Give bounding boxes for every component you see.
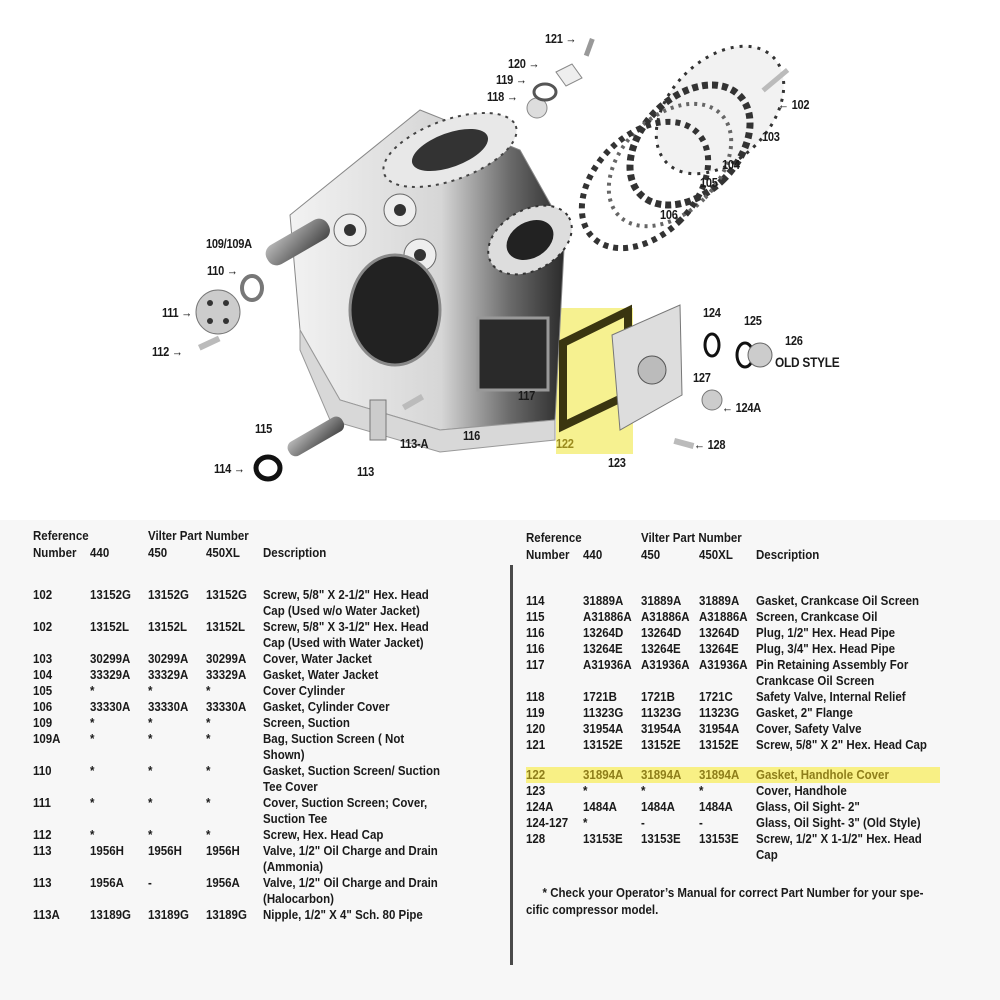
part-450xl-cell: A31936A bbox=[698, 658, 748, 672]
description-cell-continued: (Halocarbon) bbox=[263, 892, 334, 906]
description-cell: Screen, Suction bbox=[263, 716, 350, 730]
table-row bbox=[526, 721, 940, 737]
callout-121: 121 → bbox=[545, 31, 577, 46]
description-cell: Safety Valve, Internal Relief bbox=[756, 690, 906, 704]
part-440-cell: 1484A bbox=[583, 800, 617, 814]
header-450: 450 bbox=[641, 548, 661, 562]
part-450-cell: 31889A bbox=[641, 594, 682, 608]
part-450xl-cell: A31886A bbox=[698, 610, 748, 624]
callout-123: 123 bbox=[608, 455, 626, 470]
header-450xl: 450XL bbox=[205, 546, 240, 560]
description-cell: Screen, Crankcase Oil bbox=[756, 610, 878, 624]
reference-cell: 121 bbox=[526, 738, 546, 752]
callout-109-109a: 109/109A bbox=[206, 236, 252, 251]
description-cell: Cover, Suction Screen; Cover, bbox=[263, 796, 428, 810]
part-440-cell: 1721B bbox=[583, 690, 617, 704]
part-450-cell: A31936A bbox=[641, 658, 690, 672]
part-450-cell: * bbox=[148, 732, 153, 746]
description-cell-continued: Cap (Used with Water Jacket) bbox=[263, 636, 424, 650]
part-440-cell: 1956A bbox=[90, 876, 124, 890]
table-row bbox=[33, 715, 465, 731]
description-cell: Plug, 1/2" Hex. Head Pipe bbox=[756, 626, 896, 640]
header-number: Number bbox=[526, 548, 570, 562]
part-450-cell: 13264E bbox=[641, 642, 681, 656]
part-450-cell: * bbox=[148, 684, 153, 698]
description-cell: Valve, 1/2" Oil Charge and Drain bbox=[263, 844, 438, 858]
reference-cell: 110 bbox=[33, 764, 52, 778]
reference-cell: 122 bbox=[526, 768, 546, 782]
table-body bbox=[33, 582, 503, 923]
table-row bbox=[33, 699, 465, 715]
callout-112: 112 → bbox=[152, 344, 183, 359]
part-440-cell: 33329A bbox=[90, 668, 131, 682]
reference-cell: 116 bbox=[526, 642, 545, 656]
part-440-cell: 31954A bbox=[583, 722, 624, 736]
description-cell-continued: Shown) bbox=[263, 748, 305, 762]
description-cell: Glass, Oil Sight- 2" bbox=[756, 800, 860, 814]
part-440-cell: 13153E bbox=[583, 832, 623, 846]
part-440-cell: A31936A bbox=[583, 658, 632, 672]
header-reference: Reference bbox=[33, 529, 89, 543]
part-450-cell: - bbox=[148, 876, 152, 890]
part-450-cell: 31894A bbox=[641, 768, 682, 782]
callout-103: 103 bbox=[762, 129, 780, 144]
part-440-cell: 13264D bbox=[583, 626, 624, 640]
description-cell: Gasket, Handhole Cover bbox=[756, 768, 889, 782]
table-row bbox=[33, 875, 465, 907]
callout-118: 118 → bbox=[487, 89, 518, 104]
part-450-cell: - bbox=[641, 816, 645, 830]
part-440-cell: 31889A bbox=[583, 594, 624, 608]
part-450xl-cell: 13152E bbox=[698, 738, 739, 752]
description-cell-continued: (Ammonia) bbox=[263, 860, 324, 874]
table-row bbox=[526, 815, 940, 831]
parts-table-right bbox=[526, 530, 976, 919]
description-cell: Nipple, 1/2" X 4" Sch. 80 Pipe bbox=[263, 908, 423, 922]
description-cell: Screw, 5/8" X 2" Hex. Head Cap bbox=[756, 738, 927, 752]
table-row bbox=[33, 763, 465, 795]
callout-104: 104 bbox=[722, 157, 740, 172]
reference-cell: 113 bbox=[33, 876, 52, 890]
header-vilter-part-number: Vilter Part Number bbox=[148, 529, 249, 543]
description-cell: Pin Retaining Assembly For bbox=[756, 658, 909, 672]
reference-cell: 109 bbox=[33, 716, 53, 730]
part-450xl-cell: 13152L bbox=[205, 620, 245, 634]
description-cell: Cover, Handhole bbox=[756, 784, 847, 798]
part-450-cell: 13152G bbox=[148, 588, 189, 602]
part-440-cell: * bbox=[90, 764, 95, 778]
part-440-cell: * bbox=[583, 816, 588, 830]
reference-cell: 114 bbox=[526, 594, 545, 608]
description-cell-continued: Suction Tee bbox=[263, 812, 328, 826]
part-450xl-cell: 1484A bbox=[698, 800, 733, 814]
table-row bbox=[526, 783, 940, 799]
part-440-cell: 13152L bbox=[90, 620, 130, 634]
description-cell: Cover Cylinder bbox=[263, 684, 345, 698]
table-row bbox=[526, 609, 940, 625]
table-row bbox=[526, 831, 940, 863]
part-450-cell: 1956H bbox=[148, 844, 182, 858]
reference-cell: 117 bbox=[526, 658, 545, 672]
part-440-cell: * bbox=[583, 784, 588, 798]
description-cell: Screw, 5/8" X 2-1/2" Hex. Head bbox=[263, 588, 429, 602]
part-440-cell: 11323G bbox=[583, 706, 624, 720]
part-440-cell: 31894A bbox=[583, 768, 624, 782]
part-450xl-cell: 1956H bbox=[205, 844, 240, 858]
description-cell: Gasket, Suction Screen/ Suction bbox=[263, 764, 441, 778]
reference-cell: 118 bbox=[526, 690, 545, 704]
part-440-cell: * bbox=[90, 732, 95, 746]
description-cell: Glass, Oil Sight- 3" (Old Style) bbox=[756, 816, 921, 830]
callout-125: 125 bbox=[744, 313, 762, 328]
part-450xl-cell: 33330A bbox=[205, 700, 247, 714]
part-450xl-cell: 13264D bbox=[698, 626, 740, 640]
table-row bbox=[33, 795, 465, 827]
part-450xl-cell: 1956A bbox=[205, 876, 240, 890]
table-row bbox=[526, 625, 940, 641]
part-450xl-cell: 33329A bbox=[205, 668, 247, 682]
description-cell: Screw, 1/2" X 1-1/2" Hex. Head bbox=[756, 832, 922, 846]
part-440-cell: * bbox=[90, 684, 95, 698]
part-450xl-cell: * bbox=[205, 684, 211, 698]
reference-cell: 116 bbox=[526, 626, 545, 640]
reference-cell: 119 bbox=[526, 706, 545, 720]
table-row bbox=[33, 651, 465, 667]
reference-cell: 106 bbox=[33, 700, 53, 714]
part-450xl-cell: 13153E bbox=[698, 832, 739, 846]
description-cell: Gasket, Water Jacket bbox=[263, 668, 379, 682]
part-440-cell: 13264E bbox=[583, 642, 623, 656]
table-row bbox=[526, 705, 940, 721]
part-450-cell: 13152E bbox=[641, 738, 681, 752]
description-cell: Screw, 5/8" X 3-1/2" Hex. Head bbox=[263, 620, 429, 634]
part-440-cell: 13152E bbox=[583, 738, 623, 752]
description-cell: Screw, Hex. Head Cap bbox=[263, 828, 384, 842]
reference-cell: 123 bbox=[526, 784, 546, 798]
reference-cell: 112 bbox=[33, 828, 52, 842]
part-440-cell: 30299A bbox=[90, 652, 131, 666]
callout-105: 105 bbox=[700, 175, 718, 190]
reference-cell: 109A bbox=[33, 732, 61, 746]
part-450xl-cell: * bbox=[205, 732, 211, 746]
reference-cell: 124A bbox=[526, 800, 554, 814]
reference-cell: 105 bbox=[33, 684, 53, 698]
header-440: 440 bbox=[90, 546, 110, 560]
table-row bbox=[526, 641, 940, 657]
callout-114: 114 → bbox=[214, 461, 245, 476]
part-440-cell: 33330A bbox=[90, 700, 131, 714]
table-row bbox=[33, 587, 465, 619]
part-440-cell: A31886A bbox=[583, 610, 632, 624]
header-number: Number bbox=[33, 546, 77, 560]
part-450-cell: 1484A bbox=[641, 800, 675, 814]
part-450xl-cell: * bbox=[205, 828, 211, 842]
part-450-cell: 33329A bbox=[148, 668, 189, 682]
callout-old-style: OLD STYLE bbox=[775, 354, 840, 370]
description-cell: Gasket, 2" Flange bbox=[756, 706, 853, 720]
callout-128: ← 128 bbox=[694, 437, 726, 452]
part-440-cell: * bbox=[90, 828, 95, 842]
header-440: 440 bbox=[583, 548, 603, 562]
table-header bbox=[33, 528, 465, 582]
reference-cell: 124-127 bbox=[526, 816, 569, 830]
header-description: Description bbox=[263, 546, 327, 560]
part-440-cell: 1956H bbox=[90, 844, 124, 858]
part-450xl-cell: 31954A bbox=[698, 722, 740, 736]
part-450-cell: 31954A bbox=[641, 722, 682, 736]
reference-cell: 103 bbox=[33, 652, 53, 666]
reference-cell: 102 bbox=[33, 620, 53, 634]
callout-102: ← 102 bbox=[778, 97, 810, 112]
callout-124: 124 bbox=[703, 305, 721, 320]
reference-cell: 111 bbox=[33, 796, 51, 810]
table-row bbox=[33, 827, 465, 843]
header-reference: Reference bbox=[526, 531, 582, 545]
part-450-cell: 13152L bbox=[148, 620, 188, 634]
callout-113a: 113-A bbox=[400, 436, 429, 451]
callout-126: 126 bbox=[785, 333, 803, 348]
part-440-cell: 13152G bbox=[90, 588, 131, 602]
column-divider bbox=[510, 565, 513, 965]
callout-113: 113 bbox=[357, 464, 375, 479]
table-row bbox=[33, 667, 465, 683]
table-row bbox=[526, 657, 940, 689]
description-cell-continued: Cap bbox=[756, 848, 778, 862]
part-450xl-cell: * bbox=[205, 796, 211, 810]
part-450-cell: 13189G bbox=[148, 908, 189, 922]
callout-124a: ← 124A bbox=[722, 400, 762, 415]
part-450xl-cell: 1721C bbox=[698, 690, 733, 704]
description-cell-continued: Cap (Used w/o Water Jacket) bbox=[263, 604, 420, 618]
callout-119: 119 → bbox=[496, 72, 527, 87]
description-cell: Bag, Suction Screen ( Not bbox=[263, 732, 405, 746]
part-450-cell: 30299A bbox=[148, 652, 189, 666]
description-cell-continued: Tee Cover bbox=[263, 780, 318, 794]
table-row bbox=[33, 843, 465, 875]
reference-cell: 104 bbox=[33, 668, 53, 682]
part-450xl-cell: * bbox=[205, 716, 211, 730]
part-450xl-cell: 13152G bbox=[205, 588, 247, 602]
header-450: 450 bbox=[148, 546, 168, 560]
description-cell: Plug, 3/4" Hex. Head Pipe bbox=[756, 642, 896, 656]
part-450-cell: 13264D bbox=[641, 626, 682, 640]
callout-106: 106 bbox=[660, 207, 678, 222]
part-450-cell: * bbox=[148, 764, 153, 778]
part-440-cell: 13189G bbox=[90, 908, 131, 922]
part-450-cell: 33330A bbox=[148, 700, 189, 714]
parts-list bbox=[0, 520, 1000, 1000]
reference-cell: 113 bbox=[33, 844, 52, 858]
part-450xl-cell: 13264E bbox=[698, 642, 739, 656]
part-450-cell: * bbox=[148, 716, 153, 730]
part-440-cell: * bbox=[90, 716, 95, 730]
part-450xl-cell: 31889A bbox=[698, 594, 740, 608]
callout-110: 110 → bbox=[207, 263, 238, 278]
table-row bbox=[33, 683, 465, 699]
part-450xl-cell: - bbox=[698, 816, 703, 830]
part-440-cell: * bbox=[90, 796, 95, 810]
description-cell: Gasket, Crankcase Oil Screen bbox=[756, 594, 920, 608]
callout-117: 117 bbox=[518, 388, 536, 403]
description-cell: Gasket, Cylinder Cover bbox=[263, 700, 390, 714]
callout-115: 115 bbox=[255, 421, 273, 436]
table-row bbox=[33, 731, 465, 763]
table-row bbox=[526, 689, 940, 705]
table-row bbox=[526, 767, 940, 783]
part-450-cell: 1721B bbox=[641, 690, 675, 704]
callout-111: 111 → bbox=[162, 305, 193, 320]
callout-122: 122 bbox=[556, 436, 574, 451]
description-cell: Cover, Water Jacket bbox=[263, 652, 372, 666]
part-450-cell: * bbox=[148, 796, 153, 810]
table-row bbox=[526, 799, 940, 815]
part-450xl-cell: 30299A bbox=[205, 652, 247, 666]
part-450xl-cell: 11323G bbox=[698, 706, 740, 720]
parts-table-left bbox=[33, 528, 503, 923]
part-450-cell: * bbox=[641, 784, 646, 798]
part-450-cell: A31886A bbox=[641, 610, 690, 624]
part-450xl-cell: 31894A bbox=[698, 768, 740, 782]
part-450xl-cell: * bbox=[698, 784, 704, 798]
table-body bbox=[526, 584, 976, 863]
header-450xl: 450XL bbox=[698, 548, 733, 562]
table-row bbox=[526, 737, 940, 753]
reference-cell: 120 bbox=[526, 722, 546, 736]
table-row bbox=[33, 907, 465, 923]
part-450-cell: * bbox=[148, 828, 153, 842]
reference-cell: 102 bbox=[33, 588, 53, 602]
header-vilter-part-number: Vilter Part Number bbox=[641, 531, 742, 545]
callout-116: 116 bbox=[463, 428, 481, 443]
callout-120: 120 → bbox=[508, 56, 540, 71]
table-row bbox=[526, 593, 940, 609]
description-cell: Valve, 1/2" Oil Charge and Drain bbox=[263, 876, 438, 890]
description-cell: Cover, Safety Valve bbox=[756, 722, 862, 736]
reference-cell: 128 bbox=[526, 832, 546, 846]
header-description: Description bbox=[756, 548, 820, 562]
footnote: * Check your Operator’s Manual for correct Part Number for your spe- cific compressor model. bbox=[526, 886, 924, 917]
reference-cell: 115 bbox=[526, 610, 545, 624]
part-450-cell: 11323G bbox=[641, 706, 682, 720]
part-450xl-cell: * bbox=[205, 764, 211, 778]
table-row bbox=[33, 619, 465, 651]
reference-cell: 113A bbox=[33, 908, 60, 922]
callout-127: 127 bbox=[693, 370, 711, 385]
description-cell-continued: Crankcase Oil Screen bbox=[756, 674, 875, 688]
part-450-cell: 13153E bbox=[641, 832, 681, 846]
table-header bbox=[526, 530, 940, 584]
part-450xl-cell: 13189G bbox=[205, 908, 247, 922]
